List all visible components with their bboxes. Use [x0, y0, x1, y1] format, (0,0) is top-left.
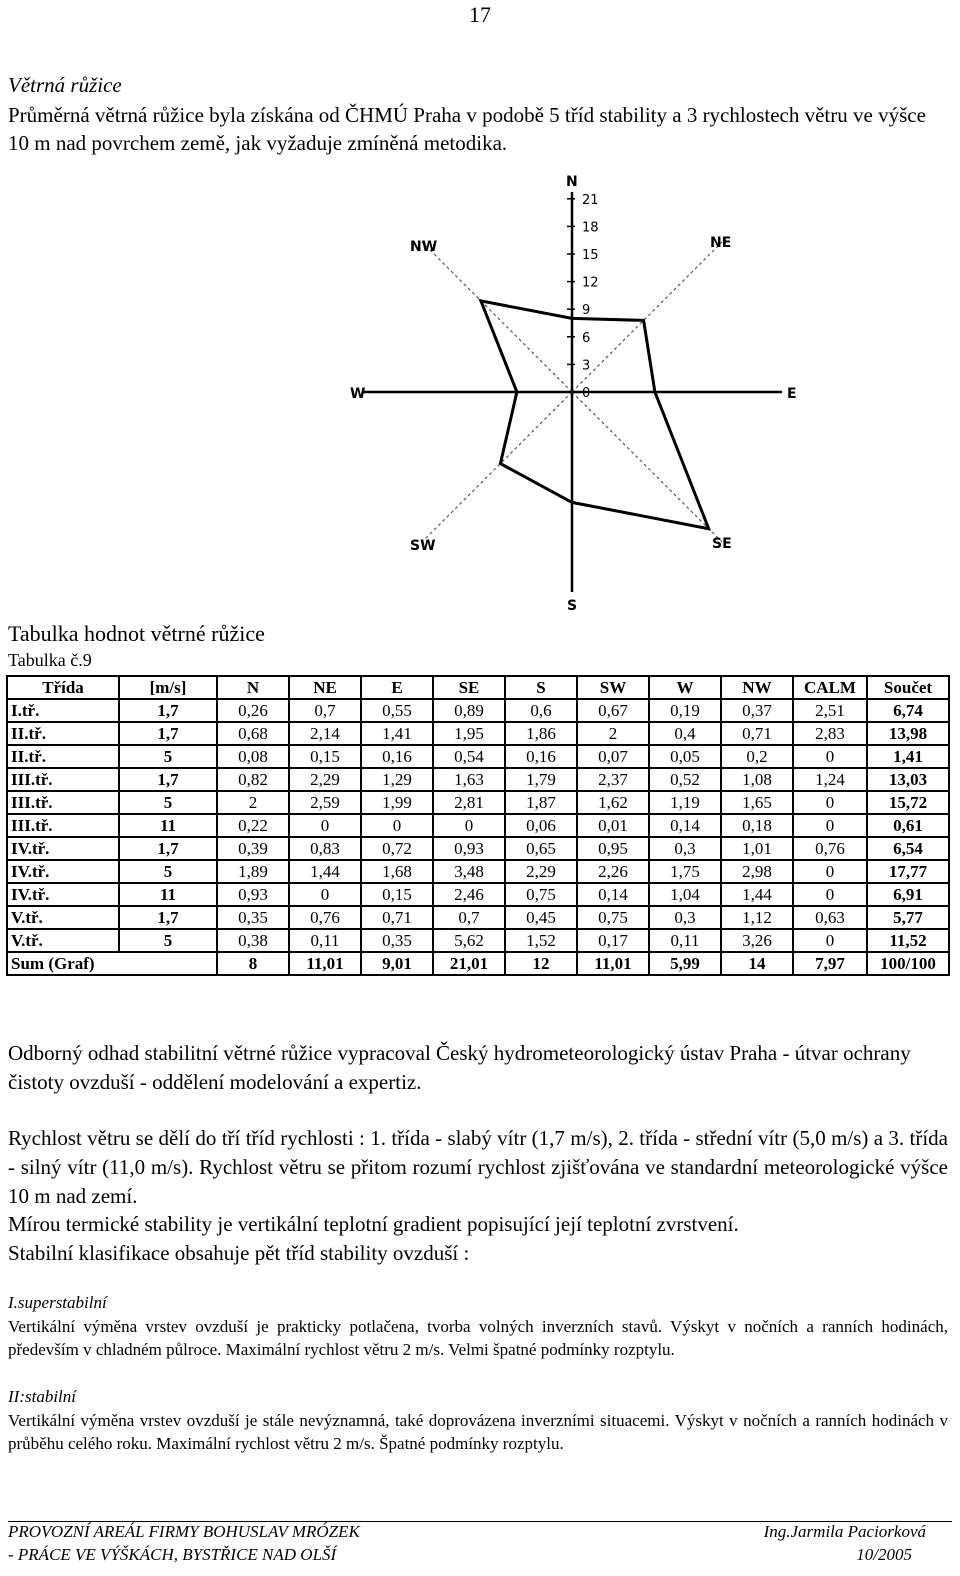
value-cell: 0,11	[649, 929, 721, 952]
value-cell: 0	[793, 814, 867, 837]
value-cell: 1,65	[721, 791, 793, 814]
value-cell: 2,83	[793, 722, 867, 745]
section-title: Větrná růžice	[8, 73, 122, 97]
class-cell: IV.tř.	[7, 883, 119, 906]
intro-paragraph: Průměrná větrná růžice byla získána od ČHMÚ Praha v podobě 5 tříd stability a 3 rychlostech větru ve výšce 10 m nad povrchem země, jak vyžaduje zmíněná metodika.	[8, 103, 926, 155]
value-cell: 1,01	[721, 837, 793, 860]
value-cell: 1,95	[433, 722, 505, 745]
value-cell: 0,7	[433, 906, 505, 929]
table-title: Tabulka hodnot větrné růžice	[8, 621, 265, 646]
sum-value-cell: 12	[505, 952, 577, 975]
page-number: 17	[469, 2, 491, 27]
value-cell: 0,75	[505, 883, 577, 906]
value-cell: 0,95	[577, 837, 649, 860]
class-description: Vertikální výměna vrstev ovzduší je stále nevýznamná, také doprovázena inverzními situacemi. Výskyt v nočních a ranních hodinách v průběhu celého roku. Maximální rychlost větru 2 m/s. Špatné podmínky rozptylu.	[8, 1411, 948, 1453]
value-cell: 0,71	[361, 906, 433, 929]
sum-cell: 13,03	[867, 768, 949, 791]
speed-cell: 1,7	[119, 768, 217, 791]
value-cell: 0,08	[217, 745, 289, 768]
value-cell: 0	[289, 883, 361, 906]
sum-cell: 13,98	[867, 722, 949, 745]
wind-rose-table	[6, 675, 950, 976]
header-cell: CALM	[793, 676, 867, 699]
sum-cell: 0,61	[867, 814, 949, 837]
value-cell: 1,63	[433, 768, 505, 791]
speed-cell: 5	[119, 745, 217, 768]
value-cell: 0,71	[721, 722, 793, 745]
direction-label-s: S	[567, 598, 578, 614]
value-cell: 0	[793, 745, 867, 768]
value-cell: 0,83	[289, 837, 361, 860]
value-cell: 1,87	[505, 791, 577, 814]
value-cell: 0	[793, 791, 867, 814]
value-cell: 1,62	[577, 791, 649, 814]
value-cell: 0,35	[217, 906, 289, 929]
wind-rose-chart	[340, 170, 800, 615]
value-cell: 1,44	[721, 883, 793, 906]
value-cell: 0,89	[433, 699, 505, 722]
footer-project-line2: - PRÁCE VE VÝŠKÁCH, BYSTŘICE NAD OLŠÍ	[8, 1545, 337, 1564]
class-cell: IV.tř.	[7, 837, 119, 860]
sum-value-cell: 7,97	[793, 952, 867, 975]
class-cell: III.tř.	[7, 768, 119, 791]
value-cell: 1,89	[217, 860, 289, 883]
speed-cell: 1,7	[119, 699, 217, 722]
value-cell: 0,93	[217, 883, 289, 906]
class-description: Vertikální výměna vrstev ovzduší je prakticky potlačena, tvorba volných inverzních stavů. Výskyt v nočních a ranních hodinách, především v chladném půlroce. Maximální rychlost větru 2 m/s. Velmi špatné podmínky rozptylu.	[8, 1317, 948, 1359]
value-cell: 0,67	[577, 699, 649, 722]
table-row	[7, 722, 949, 745]
value-cell: 2,98	[721, 860, 793, 883]
value-cell: 0,4	[649, 722, 721, 745]
class-cell: II.tř.	[7, 745, 119, 768]
table-row	[7, 814, 949, 837]
tick-label: 18	[582, 220, 599, 236]
table-row	[7, 860, 949, 883]
footer-date: 10/2005	[856, 1545, 912, 1564]
value-cell: 0,07	[577, 745, 649, 768]
table-row	[7, 791, 949, 814]
axis-diagonal	[572, 392, 722, 542]
axis-diagonal	[422, 242, 572, 392]
speed-cell: 1,7	[119, 906, 217, 929]
value-cell: 1,44	[289, 860, 361, 883]
value-cell: 0,45	[505, 906, 577, 929]
class-cell: IV.tř.	[7, 860, 119, 883]
paragraph-thermal-stability: Mírou termické stability je vertikální teplotní gradient popisující její teplotní zvrstvení.	[8, 1212, 739, 1236]
value-cell: 0,14	[577, 883, 649, 906]
value-cell: 1,24	[793, 768, 867, 791]
tick-label: 3	[582, 358, 591, 374]
table-body	[7, 699, 949, 975]
value-cell: 0,15	[289, 745, 361, 768]
speed-cell: 1,7	[119, 722, 217, 745]
value-cell: 2,81	[433, 791, 505, 814]
sum-cell: 6,91	[867, 883, 949, 906]
sum-cell: 5,77	[867, 906, 949, 929]
table-header-row	[7, 676, 949, 699]
table-row	[7, 699, 949, 722]
value-cell: 1,75	[649, 860, 721, 883]
value-cell: 0,76	[793, 837, 867, 860]
value-cell: 0,15	[361, 883, 433, 906]
sum-cell: 11,52	[867, 929, 949, 952]
header-cell: N	[217, 676, 289, 699]
class-title: II:stabilní	[8, 1387, 76, 1406]
value-cell: 0,63	[793, 906, 867, 929]
value-cell: 2,29	[289, 768, 361, 791]
value-cell: 0,6	[505, 699, 577, 722]
speed-cell: 11	[119, 814, 217, 837]
value-cell: 2,14	[289, 722, 361, 745]
axis-diagonal	[572, 242, 722, 392]
value-cell: 0,16	[505, 745, 577, 768]
value-cell: 0	[361, 814, 433, 837]
sum-cell: 17,77	[867, 860, 949, 883]
value-cell: 0,65	[505, 837, 577, 860]
header-cell: E	[361, 676, 433, 699]
sum-label-cell: Sum (Graf)	[7, 952, 217, 975]
sum-cell: 6,74	[867, 699, 949, 722]
table-row	[7, 929, 949, 952]
value-cell: 2	[577, 722, 649, 745]
paragraph-stability-classification: Stabilní klasifikace obsahuje pět tříd stability ovzduší :	[8, 1241, 470, 1265]
value-cell: 0,75	[577, 906, 649, 929]
value-cell: 1,12	[721, 906, 793, 929]
header-cell: Součet	[867, 676, 949, 699]
footer-author: Ing.Jarmila Paciorková	[763, 1522, 926, 1541]
value-cell: 1,79	[505, 768, 577, 791]
header-cell: W	[649, 676, 721, 699]
class-cell: I.tř.	[7, 699, 119, 722]
value-cell: 1,52	[505, 929, 577, 952]
value-cell: 0,39	[217, 837, 289, 860]
header-cell: NW	[721, 676, 793, 699]
sum-value-cell: 21,01	[433, 952, 505, 975]
header-cell: SW	[577, 676, 649, 699]
direction-label-sw: SW	[410, 538, 436, 554]
value-cell: 2	[217, 791, 289, 814]
table-sum-row	[7, 952, 949, 975]
axis-diagonal	[422, 392, 572, 542]
class-cell: II.tř.	[7, 722, 119, 745]
sum-cell: 6,54	[867, 837, 949, 860]
direction-label-w: W	[350, 386, 366, 402]
value-cell: 0	[793, 883, 867, 906]
value-cell: 0	[289, 814, 361, 837]
direction-label-n: N	[566, 174, 578, 190]
tick-label: 15	[582, 248, 599, 263]
value-cell: 1,29	[361, 768, 433, 791]
value-cell: 0,17	[577, 929, 649, 952]
value-cell: 0,55	[361, 699, 433, 722]
paragraph-expert-estimate: Odborný odhad stabilitní větrné růžice vypracoval Český hydrometeorologický ústav Praha - útvar ochrany čistoty ovzduší - oddělení modelování a expertiz.	[8, 1041, 911, 1094]
value-cell: 0,52	[649, 768, 721, 791]
tick-label: 9	[582, 303, 591, 319]
value-cell: 0,72	[361, 837, 433, 860]
value-cell: 0,3	[649, 837, 721, 860]
sum-value-cell: 8	[217, 952, 289, 975]
value-cell: 0,93	[433, 837, 505, 860]
value-cell: 0,7	[289, 699, 361, 722]
value-cell: 3,26	[721, 929, 793, 952]
value-cell: 0,76	[289, 906, 361, 929]
value-cell: 1,04	[649, 883, 721, 906]
sum-value-cell: 5,99	[649, 952, 721, 975]
sum-cell: 15,72	[867, 791, 949, 814]
header-cell: SE	[433, 676, 505, 699]
value-cell: 0	[793, 929, 867, 952]
value-cell: 1,41	[361, 722, 433, 745]
value-cell: 0,11	[289, 929, 361, 952]
footer-project-line1: PROVOZNÍ AREÁL FIRMY BOHUSLAV MRÓZEK	[8, 1522, 360, 1541]
value-cell: 0,2	[721, 745, 793, 768]
sum-value-cell: 11,01	[289, 952, 361, 975]
value-cell: 0,26	[217, 699, 289, 722]
value-cell: 0,05	[649, 745, 721, 768]
sum-value-cell: 14	[721, 952, 793, 975]
value-cell: 0,68	[217, 722, 289, 745]
speed-cell: 11	[119, 883, 217, 906]
value-cell: 1,68	[361, 860, 433, 883]
value-cell: 0,19	[649, 699, 721, 722]
value-cell: 0	[433, 814, 505, 837]
header-cell: S	[505, 676, 577, 699]
class-cell: V.tř.	[7, 906, 119, 929]
value-cell: 2,46	[433, 883, 505, 906]
value-cell: 0,22	[217, 814, 289, 837]
tick-label: 12	[582, 275, 599, 291]
value-cell: 1,86	[505, 722, 577, 745]
tick-label: 0	[582, 386, 591, 401]
value-cell: 0,06	[505, 814, 577, 837]
sum-value-cell: 100/100	[867, 952, 949, 975]
table-row	[7, 768, 949, 791]
value-cell: 2,29	[505, 860, 577, 883]
value-cell: 0,18	[721, 814, 793, 837]
value-cell: 0,16	[361, 745, 433, 768]
value-cell: 3,48	[433, 860, 505, 883]
header-cell: [m/s]	[119, 676, 217, 699]
direction-label-se: SE	[712, 536, 732, 552]
value-cell: 0,14	[649, 814, 721, 837]
header-cell: Třída	[7, 676, 119, 699]
class-cell: V.tř.	[7, 929, 119, 952]
value-cell: 2,51	[793, 699, 867, 722]
speed-cell: 1,7	[119, 837, 217, 860]
value-cell: 2,59	[289, 791, 361, 814]
value-cell: 1,08	[721, 768, 793, 791]
tick-label: 6	[582, 330, 591, 346]
class-title: I.superstabilní	[8, 1293, 107, 1312]
tick-label: 21	[582, 192, 599, 208]
class-cell: III.tř.	[7, 791, 119, 814]
value-cell: 0,54	[433, 745, 505, 768]
table-row	[7, 837, 949, 860]
speed-cell: 5	[119, 860, 217, 883]
value-cell: 0,82	[217, 768, 289, 791]
table-caption: Tabulka č.9	[8, 650, 92, 670]
value-cell: 2,26	[577, 860, 649, 883]
table-row	[7, 745, 949, 768]
direction-label-nw: NW	[410, 239, 438, 255]
table-row	[7, 883, 949, 906]
speed-cell: 5	[119, 791, 217, 814]
sum-cell: 1,41	[867, 745, 949, 768]
table-row	[7, 906, 949, 929]
value-cell: 1,99	[361, 791, 433, 814]
paragraph-wind-speed-classes: Rychlost větru se dělí do tří tříd rychlosti : 1. třída - slabý vítr (1,7 m/s), 2. třída - střední vítr (5,0 m/s) a 3. třída - silný vítr (11,0 m/s). Rychlost větru se přitom rozumí rychlost zjišťována ve standardní meteorologické výšce 10 m nad zemí.	[8, 1126, 948, 1208]
direction-label-ne: NE	[710, 235, 732, 251]
value-cell: 5,62	[433, 929, 505, 952]
speed-cell: 5	[119, 929, 217, 952]
value-cell: 0,3	[649, 906, 721, 929]
value-cell: 0	[793, 860, 867, 883]
sum-value-cell: 11,01	[577, 952, 649, 975]
sum-value-cell: 9,01	[361, 952, 433, 975]
value-cell: 2,37	[577, 768, 649, 791]
direction-label-e: E	[787, 386, 797, 402]
value-cell: 0,35	[361, 929, 433, 952]
value-cell: 1,19	[649, 791, 721, 814]
header-cell: NE	[289, 676, 361, 699]
value-cell: 0,01	[577, 814, 649, 837]
value-cell: 0,38	[217, 929, 289, 952]
class-cell: III.tř.	[7, 814, 119, 837]
value-cell: 0,37	[721, 699, 793, 722]
